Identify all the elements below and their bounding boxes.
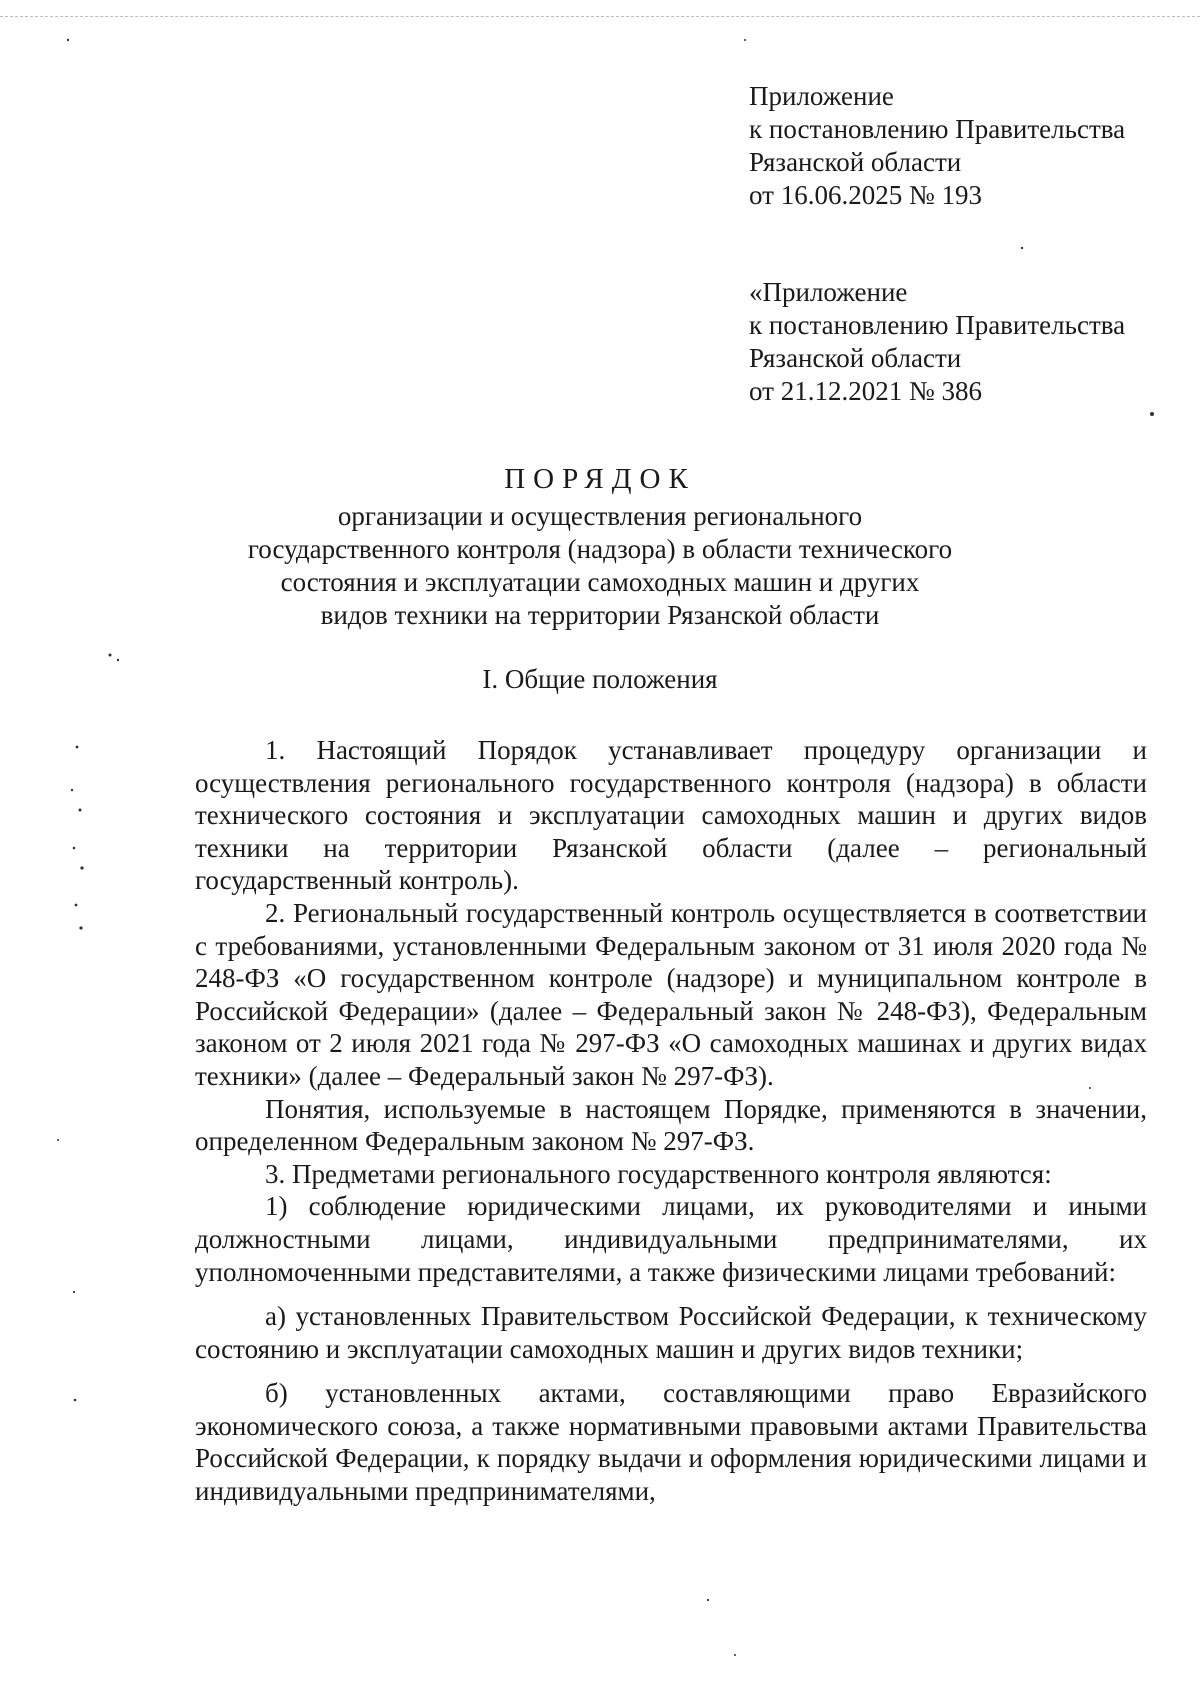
paragraph-3-1: 1) соблюдение юридическими лицами, их руководителями и иными должностными лицами, индивидуальными предпринимателями, их уполномоченными представителями, а также физическими лицами требований: (195, 1191, 1147, 1287)
paragraph-3-1-a: а) установленных Правительством Российской Федерации, к техническому состоянию и эксплуатации самоходных машин и других видов техники; (195, 1301, 1147, 1364)
annex-label: Приложение (749, 81, 894, 111)
subtitle-line: видов техники на территории Рязанской области (320, 600, 880, 630)
annex-reference: к постановлению Правительства (749, 114, 1126, 144)
annex-date-number: от 21.12.2021 № 386 (749, 376, 982, 406)
scan-edge-line (0, 16, 1200, 17)
document-subtitle (0, 500, 1200, 632)
annex-label: «Приложение (749, 277, 908, 307)
annex-region: Рязанской области (749, 147, 962, 177)
section-heading: I. Общие положения (482, 664, 718, 694)
subtitle-line: состояния и эксплуатации самоходных машин и других (280, 567, 920, 597)
paragraph-3: 3. Предметами регионального государственного контроля являются: (265, 1158, 1052, 1189)
document-title: ПОРЯДОК (504, 463, 696, 495)
annex-header-original (749, 276, 1169, 408)
annex-header-current (749, 80, 1169, 212)
annex-region: Рязанской области (749, 343, 962, 373)
annex-date-number: от 16.06.2025 № 193 (749, 180, 982, 210)
paragraph-2: 2. Региональный государственный контроль осуществляется в соответствии с требованиями, установленными Федеральным законом от 31 июля 2020 года № 248-ФЗ «О государственном контроле (надзоре) и муниципальном контроле в Российской Федерации» (далее – Федеральный закон № 248-ФЗ), Федеральным законом от 2 июля 2021 года № 297-ФЗ «О самоходных машинах и других видах техники» (далее – Федеральный закон № 297-ФЗ). (195, 897, 1147, 1091)
paragraph-1: 1. Настоящий Порядок устанавливает процедуру организации и осуществления регионального государственного контроля (надзора) в области технического состояния и эксплуатации самоходных машин и других видов техники на территории Рязанской области (далее – региональный государственный контроль). (195, 735, 1147, 896)
subtitle-line: государственного контроля (надзора) в области технического (247, 534, 953, 564)
document-body (195, 734, 1147, 1508)
paragraph-concepts: Понятия, используемые в настоящем Порядке, применяются в значении, определенном Федеральным законом № 297-ФЗ. (195, 1093, 1147, 1157)
annex-reference: к постановлению Правительства (749, 310, 1126, 340)
subtitle-line: организации и осуществления регионального (337, 501, 863, 531)
paragraph-3-1-b: б) установленных актами, составляющими право Евразийского экономического союза, а также нормативными правовыми актами Правительства Российской Федерации, к порядку выдачи и оформления юридическими лицами и индивидуальными предпринимателями, (195, 1378, 1147, 1507)
